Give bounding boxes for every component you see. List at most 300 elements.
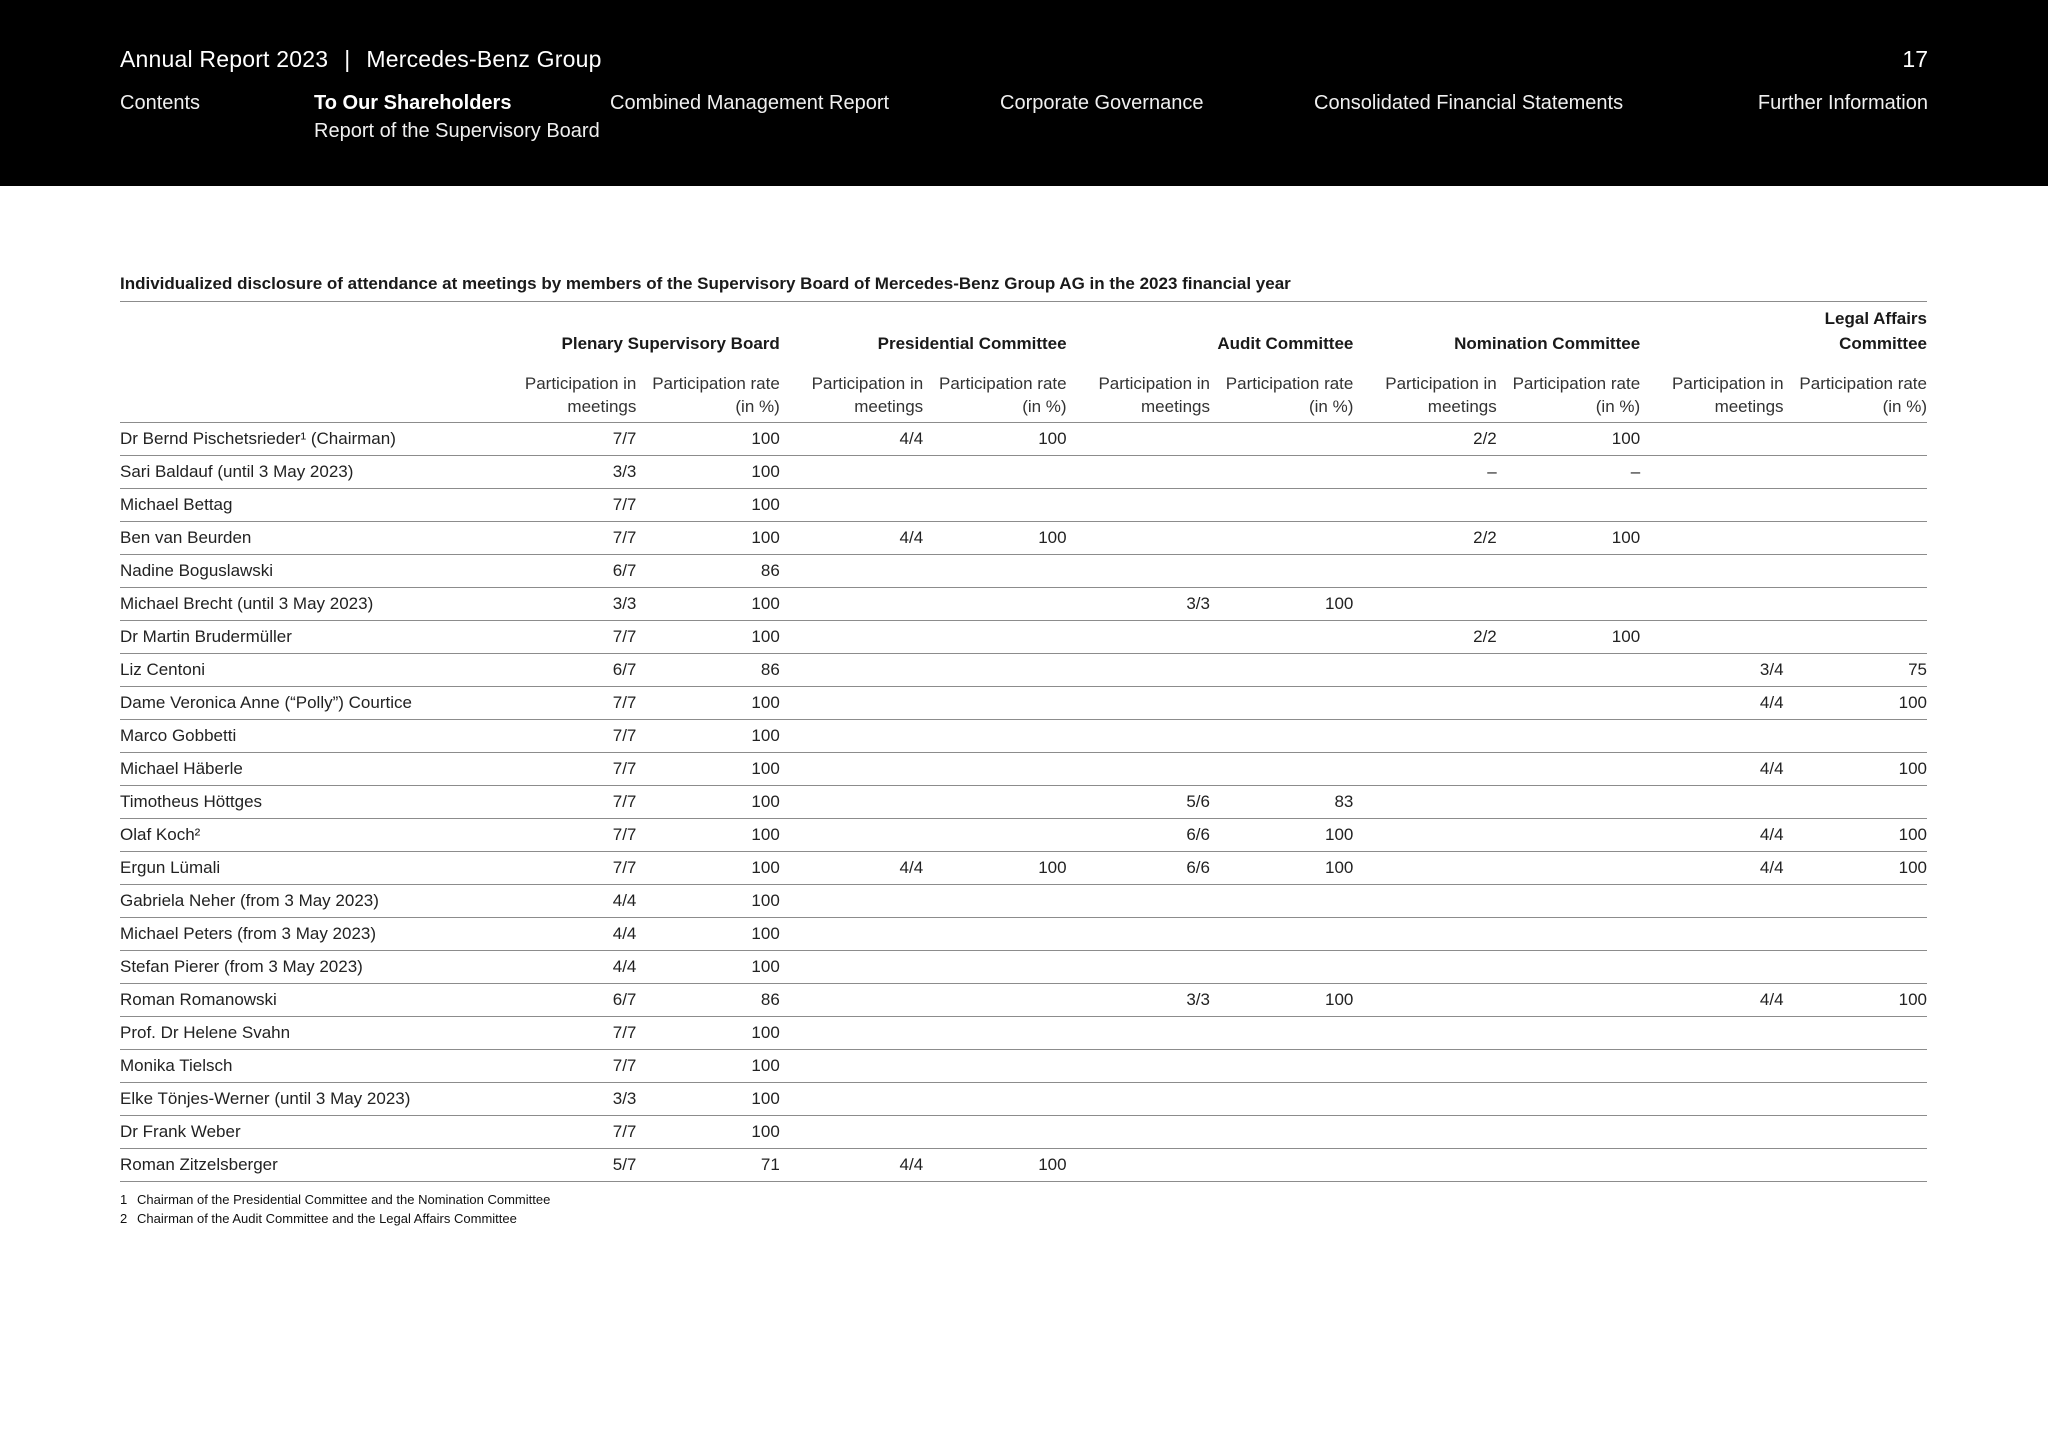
cell-rate: 100 (636, 423, 779, 456)
cell-rate (1784, 1149, 1927, 1182)
cell-rate: 100 (636, 522, 779, 555)
cell-meetings: 4/4 (1640, 819, 1783, 852)
subheader-rate-line2: (in %) (1308, 397, 1354, 416)
table-body (120, 423, 1927, 1182)
subheader-rate-line1: Participation rate (1799, 374, 1927, 393)
subheader-meetings-line1: Participation in (1098, 374, 1210, 393)
member-name: Dr Martin Brudermüller (120, 621, 493, 654)
page-header (0, 0, 2048, 186)
table-row (120, 786, 1927, 819)
cell-meetings (780, 489, 923, 522)
cell-meetings (1640, 555, 1783, 588)
cell-rate (1210, 555, 1353, 588)
cell-meetings (780, 555, 923, 588)
cell-meetings: 4/4 (1640, 852, 1783, 885)
cell-rate (1784, 588, 1927, 621)
cell-meetings (780, 1050, 923, 1083)
cell-meetings (780, 1116, 923, 1149)
cell-meetings: 6/7 (493, 654, 636, 687)
cell-rate: 100 (636, 1017, 779, 1050)
footnotes (120, 1190, 1927, 1228)
table-row (120, 1149, 1927, 1182)
cell-meetings (1353, 852, 1496, 885)
cell-meetings: 7/7 (493, 489, 636, 522)
cell-rate (1497, 687, 1640, 720)
cell-rate (1497, 819, 1640, 852)
subheader-rate-line2: (in %) (1595, 397, 1641, 416)
cell-rate: 100 (636, 786, 779, 819)
cell-rate: 75 (1784, 654, 1927, 687)
cell-meetings (780, 687, 923, 720)
cell-meetings (1640, 1149, 1783, 1182)
cell-meetings (780, 720, 923, 753)
cell-meetings (1640, 1083, 1783, 1116)
group-nomination: Nomination Committee (1454, 334, 1641, 353)
cell-rate (923, 720, 1066, 753)
member-name: Timotheus Höttges (120, 786, 493, 819)
cell-meetings (1640, 588, 1783, 621)
cell-meetings: 4/4 (1640, 687, 1783, 720)
cell-rate: 100 (1784, 984, 1927, 1017)
member-name: Michael Bettag (120, 489, 493, 522)
nav-corporate-governance[interactable]: Corporate Governance (1000, 92, 1204, 114)
nav-to-our-shareholders[interactable]: To Our Shareholders (314, 92, 512, 114)
cell-rate (923, 654, 1066, 687)
cell-meetings (1640, 720, 1783, 753)
cell-rate: 100 (636, 456, 779, 489)
cell-rate (1784, 1083, 1927, 1116)
subheader-meetings-line1: Participation in (811, 374, 924, 393)
cell-meetings: 2/2 (1353, 423, 1496, 456)
cell-rate: – (1497, 456, 1640, 489)
cell-meetings: 6/6 (1067, 819, 1210, 852)
cell-meetings: – (1353, 456, 1496, 489)
cell-rate (923, 885, 1066, 918)
member-name: Nadine Boguslawski (120, 555, 493, 588)
cell-rate (923, 489, 1066, 522)
cell-meetings: 4/4 (780, 522, 923, 555)
subheader-meetings-line2: meetings (567, 397, 637, 416)
cell-meetings (780, 456, 923, 489)
member-name: Elke Tönjes-Werner (until 3 May 2023) (120, 1083, 493, 1116)
member-name: Stefan Pierer (from 3 May 2023) (120, 951, 493, 984)
cell-meetings: 7/7 (493, 852, 636, 885)
cell-rate (1210, 885, 1353, 918)
cell-meetings: 7/7 (493, 1050, 636, 1083)
table-row (120, 588, 1927, 621)
cell-meetings (1067, 885, 1210, 918)
table-row (120, 555, 1927, 588)
cell-meetings: 4/4 (780, 1149, 923, 1182)
cell-rate (1784, 456, 1927, 489)
table-row (120, 1116, 1927, 1149)
cell-rate (1210, 654, 1353, 687)
cell-rate (923, 753, 1066, 786)
cell-meetings (780, 1083, 923, 1116)
cell-rate (1497, 720, 1640, 753)
cell-rate: 100 (636, 588, 779, 621)
header-blank (120, 302, 493, 362)
cell-rate (1210, 951, 1353, 984)
cell-meetings (1640, 1017, 1783, 1050)
cell-rate: 100 (636, 1116, 779, 1149)
cell-rate: 100 (923, 522, 1066, 555)
cell-meetings (1353, 1116, 1496, 1149)
cell-meetings (1067, 918, 1210, 951)
cell-meetings (1640, 885, 1783, 918)
cell-meetings: 3/4 (1640, 654, 1783, 687)
subheader-legal-meetings (1640, 362, 1783, 423)
attendance-table (120, 302, 1927, 1182)
cell-rate: 100 (636, 489, 779, 522)
cell-rate (923, 786, 1066, 819)
group-plenary: Plenary Supervisory Board (561, 334, 780, 353)
cell-meetings (1067, 1149, 1210, 1182)
subheader-presidential-meetings (780, 362, 923, 423)
cell-meetings (1067, 687, 1210, 720)
cell-meetings (1353, 489, 1496, 522)
member-name: Michael Brecht (until 3 May 2023) (120, 588, 493, 621)
cell-rate: 100 (1784, 753, 1927, 786)
cell-meetings (1353, 1017, 1496, 1050)
cell-meetings: 2/2 (1353, 522, 1496, 555)
report-name: Annual Report 2023 (120, 46, 329, 72)
group-legal-line2: Committee (1839, 334, 1927, 353)
cell-rate (1784, 951, 1927, 984)
cell-rate: 100 (1784, 819, 1927, 852)
nav-further-information[interactable]: Further Information (1757, 92, 1928, 114)
cell-meetings: 4/4 (780, 852, 923, 885)
cell-rate: 100 (1210, 984, 1353, 1017)
cell-meetings (1353, 885, 1496, 918)
cell-meetings: 7/7 (493, 720, 636, 753)
cell-rate: 100 (923, 1149, 1066, 1182)
subheader-rate-line1: Participation rate (652, 374, 780, 393)
cell-meetings (1640, 918, 1783, 951)
table-row (120, 984, 1927, 1017)
cell-meetings (1640, 1116, 1783, 1149)
cell-rate (1497, 1083, 1640, 1116)
cell-meetings: 4/4 (493, 918, 636, 951)
cell-rate: 100 (636, 819, 779, 852)
cell-rate: 100 (1497, 621, 1640, 654)
cell-rate (1210, 1050, 1353, 1083)
subheader-audit-rate (1210, 362, 1353, 423)
cell-rate (1497, 918, 1640, 951)
cell-rate (923, 819, 1066, 852)
cell-rate (1497, 489, 1640, 522)
cell-meetings: 4/4 (780, 423, 923, 456)
subheader-rate-line2: (in %) (735, 397, 780, 416)
subheader-meetings-line2: meetings (1427, 397, 1497, 416)
cell-meetings (1067, 456, 1210, 489)
cell-meetings (1067, 720, 1210, 753)
cell-rate (923, 555, 1066, 588)
table-row (120, 522, 1927, 555)
cell-meetings: 7/7 (493, 753, 636, 786)
cell-meetings (1353, 1050, 1496, 1083)
cell-rate (1784, 555, 1927, 588)
cell-meetings (1353, 720, 1496, 753)
subheader-nomination-meetings (1353, 362, 1496, 423)
cell-rate (923, 1017, 1066, 1050)
subheader-rate-line2: (in %) (1022, 397, 1067, 416)
member-name: Dr Frank Weber (120, 1116, 493, 1149)
cell-rate (1784, 918, 1927, 951)
cell-meetings (1067, 1116, 1210, 1149)
cell-rate: 100 (636, 621, 779, 654)
cell-rate (1497, 984, 1640, 1017)
member-name: Gabriela Neher (from 3 May 2023) (120, 885, 493, 918)
header-blank-sub (120, 362, 493, 423)
cell-meetings (1353, 687, 1496, 720)
nav-combined-management-report[interactable]: Combined Management Report (610, 92, 890, 114)
cell-rate (1497, 753, 1640, 786)
cell-meetings: 7/7 (493, 423, 636, 456)
cell-meetings (780, 1017, 923, 1050)
subheader-nomination-rate (1497, 362, 1640, 423)
table-row (120, 951, 1927, 984)
subheader-meetings-line2: meetings (854, 397, 924, 416)
cell-rate: 100 (636, 1050, 779, 1083)
member-name: Michael Peters (from 3 May 2023) (120, 918, 493, 951)
footnote-2-text: Chairman of the Audit Committee and the Legal Affairs Committee (137, 1211, 517, 1226)
subheader-meetings-line1: Participation in (1385, 374, 1497, 393)
table-row (120, 621, 1927, 654)
cell-meetings (1353, 555, 1496, 588)
member-name: Prof. Dr Helene Svahn (120, 1017, 493, 1050)
cell-rate (1210, 456, 1353, 489)
cell-meetings: 7/7 (493, 687, 636, 720)
cell-meetings (1640, 456, 1783, 489)
nav-consolidated-financial-statements[interactable]: Consolidated Financial Statements (1314, 92, 1624, 114)
cell-rate: 100 (1210, 852, 1353, 885)
cell-meetings: 4/4 (493, 885, 636, 918)
nav-contents[interactable]: Contents (120, 92, 201, 114)
cell-rate (1210, 489, 1353, 522)
cell-rate (1497, 555, 1640, 588)
cell-rate (923, 621, 1066, 654)
cell-rate (1210, 522, 1353, 555)
subheader-plenary-meetings (493, 362, 636, 423)
cell-meetings: 6/6 (1067, 852, 1210, 885)
subheader-plenary-rate (636, 362, 779, 423)
cell-meetings (1353, 984, 1496, 1017)
cell-rate (1210, 1017, 1353, 1050)
footnote-2 (120, 1209, 1927, 1228)
cell-meetings (780, 918, 923, 951)
cell-meetings: 7/7 (493, 621, 636, 654)
cell-meetings (1067, 1083, 1210, 1116)
cell-rate (923, 951, 1066, 984)
table-row (120, 456, 1927, 489)
footnote-1 (120, 1190, 1927, 1209)
table-row (120, 918, 1927, 951)
subheader-rate-line1: Participation rate (939, 374, 1067, 393)
cell-meetings: 4/4 (493, 951, 636, 984)
group-header-row (120, 302, 1927, 362)
cell-meetings (1067, 555, 1210, 588)
member-name: Ergun Lümali (120, 852, 493, 885)
cell-meetings (1353, 1083, 1496, 1116)
cell-meetings (1067, 951, 1210, 984)
cell-rate: 100 (1497, 522, 1640, 555)
cell-meetings: 7/7 (493, 522, 636, 555)
cell-rate: 86 (636, 984, 779, 1017)
report-title (120, 46, 602, 73)
cell-rate (1497, 786, 1640, 819)
table-title: Individualized disclosure of attendance at meetings by members of the Supervisory Board of Mercedes-Benz Group AG in the 2023 financial year (120, 274, 1927, 302)
cell-rate (1210, 621, 1353, 654)
cell-meetings: 4/4 (1640, 984, 1783, 1017)
cell-rate: 100 (1784, 852, 1927, 885)
cell-meetings (1353, 819, 1496, 852)
subheader-meetings-line2: meetings (1141, 397, 1210, 416)
cell-rate: 100 (1210, 588, 1353, 621)
cell-meetings: 5/7 (493, 1149, 636, 1182)
cell-rate (1210, 753, 1353, 786)
member-name: Sari Baldauf (until 3 May 2023) (120, 456, 493, 489)
cell-meetings: 3/3 (493, 588, 636, 621)
table-row (120, 489, 1927, 522)
cell-rate: 71 (636, 1149, 779, 1182)
cell-rate: 100 (1210, 819, 1353, 852)
cell-meetings: 3/3 (493, 456, 636, 489)
table-row (120, 654, 1927, 687)
cell-rate: 100 (1784, 687, 1927, 720)
cell-rate (923, 1050, 1066, 1083)
subheader-audit-meetings (1067, 362, 1210, 423)
member-name: Roman Romanowski (120, 984, 493, 1017)
member-name: Michael Häberle (120, 753, 493, 786)
cell-rate (1784, 1050, 1927, 1083)
cell-rate (923, 918, 1066, 951)
cell-rate (1497, 588, 1640, 621)
cell-meetings: 3/3 (1067, 984, 1210, 1017)
subheader-presidential-rate (923, 362, 1066, 423)
cell-meetings (780, 984, 923, 1017)
cell-meetings: 2/2 (1353, 621, 1496, 654)
cell-rate (923, 456, 1066, 489)
cell-rate: 100 (636, 951, 779, 984)
cell-meetings (1640, 423, 1783, 456)
cell-rate (1497, 1050, 1640, 1083)
member-name: Marco Gobbetti (120, 720, 493, 753)
table-row (120, 819, 1927, 852)
table-row (120, 852, 1927, 885)
cell-meetings (1640, 1050, 1783, 1083)
table-row (120, 423, 1927, 456)
cell-rate (923, 1116, 1066, 1149)
footnote-1-text: Chairman of the Presidential Committee and the Nomination Committee (137, 1192, 551, 1207)
cell-meetings (780, 588, 923, 621)
cell-rate (923, 588, 1066, 621)
cell-rate (1784, 1017, 1927, 1050)
cell-rate (1210, 423, 1353, 456)
cell-meetings (1067, 654, 1210, 687)
member-name: Olaf Koch² (120, 819, 493, 852)
cell-meetings (1353, 918, 1496, 951)
group-legal-line1: Legal Affairs (1824, 309, 1927, 328)
member-name: Dame Veronica Anne (“Polly”) Courtice (120, 687, 493, 720)
cell-rate (1210, 720, 1353, 753)
subheader-legal-rate (1784, 362, 1927, 423)
table-row (120, 1083, 1927, 1116)
footnote-2-num: 2 (120, 1211, 128, 1226)
subheader-meetings-line1: Participation in (524, 374, 637, 393)
cell-rate (1784, 489, 1927, 522)
cell-rate: 100 (636, 753, 779, 786)
member-name: Dr Bernd Pischetsrieder¹ (Chairman) (120, 423, 493, 456)
cell-rate (1210, 1083, 1353, 1116)
cell-meetings (780, 786, 923, 819)
cell-meetings (1353, 1149, 1496, 1182)
cell-meetings (780, 819, 923, 852)
cell-meetings (1353, 786, 1496, 819)
group-presidential: Presidential Committee (877, 334, 1067, 353)
cell-rate (1784, 522, 1927, 555)
cell-meetings: 7/7 (493, 1116, 636, 1149)
subheader-rate-line1: Participation rate (1225, 374, 1354, 393)
cell-meetings (1640, 489, 1783, 522)
cell-meetings (1067, 423, 1210, 456)
cell-meetings (780, 885, 923, 918)
member-name: Liz Centoni (120, 654, 493, 687)
cell-rate: 100 (1497, 423, 1640, 456)
cell-meetings (1353, 951, 1496, 984)
cell-rate: 100 (636, 885, 779, 918)
cell-rate (1497, 1116, 1640, 1149)
cell-rate (1784, 621, 1927, 654)
table-row (120, 687, 1927, 720)
member-name: Roman Zitzelsberger (120, 1149, 493, 1182)
cell-rate (923, 687, 1066, 720)
cell-rate (1497, 654, 1640, 687)
cell-rate (1784, 423, 1927, 456)
cell-rate: 86 (636, 555, 779, 588)
cell-rate: 100 (636, 1083, 779, 1116)
cell-rate: 100 (636, 852, 779, 885)
page-number: 17 (1902, 46, 1928, 72)
cell-meetings (780, 621, 923, 654)
cell-meetings (1067, 489, 1210, 522)
cell-meetings (780, 654, 923, 687)
cell-meetings (1353, 654, 1496, 687)
attendance-section (120, 274, 1927, 1228)
group-audit: Audit Committee (1217, 334, 1354, 353)
cell-rate (1210, 1149, 1353, 1182)
cell-rate (1784, 1116, 1927, 1149)
cell-meetings: 4/4 (1640, 753, 1783, 786)
nav-sub-report-supervisory-board[interactable]: Report of the Supervisory Board (314, 120, 600, 142)
cell-meetings (780, 753, 923, 786)
cell-rate: 83 (1210, 786, 1353, 819)
cell-meetings (1067, 1017, 1210, 1050)
cell-rate (1497, 852, 1640, 885)
member-name: Monika Tielsch (120, 1050, 493, 1083)
cell-meetings (1067, 621, 1210, 654)
cell-meetings (1067, 1050, 1210, 1083)
cell-meetings: 6/7 (493, 984, 636, 1017)
subheader-meetings-line1: Participation in (1672, 374, 1784, 393)
cell-meetings: 7/7 (493, 819, 636, 852)
cell-rate (923, 984, 1066, 1017)
cell-meetings: 7/7 (493, 786, 636, 819)
table-row (120, 753, 1927, 786)
cell-rate: 100 (636, 918, 779, 951)
cell-meetings: 3/3 (493, 1083, 636, 1116)
cell-rate: 86 (636, 654, 779, 687)
